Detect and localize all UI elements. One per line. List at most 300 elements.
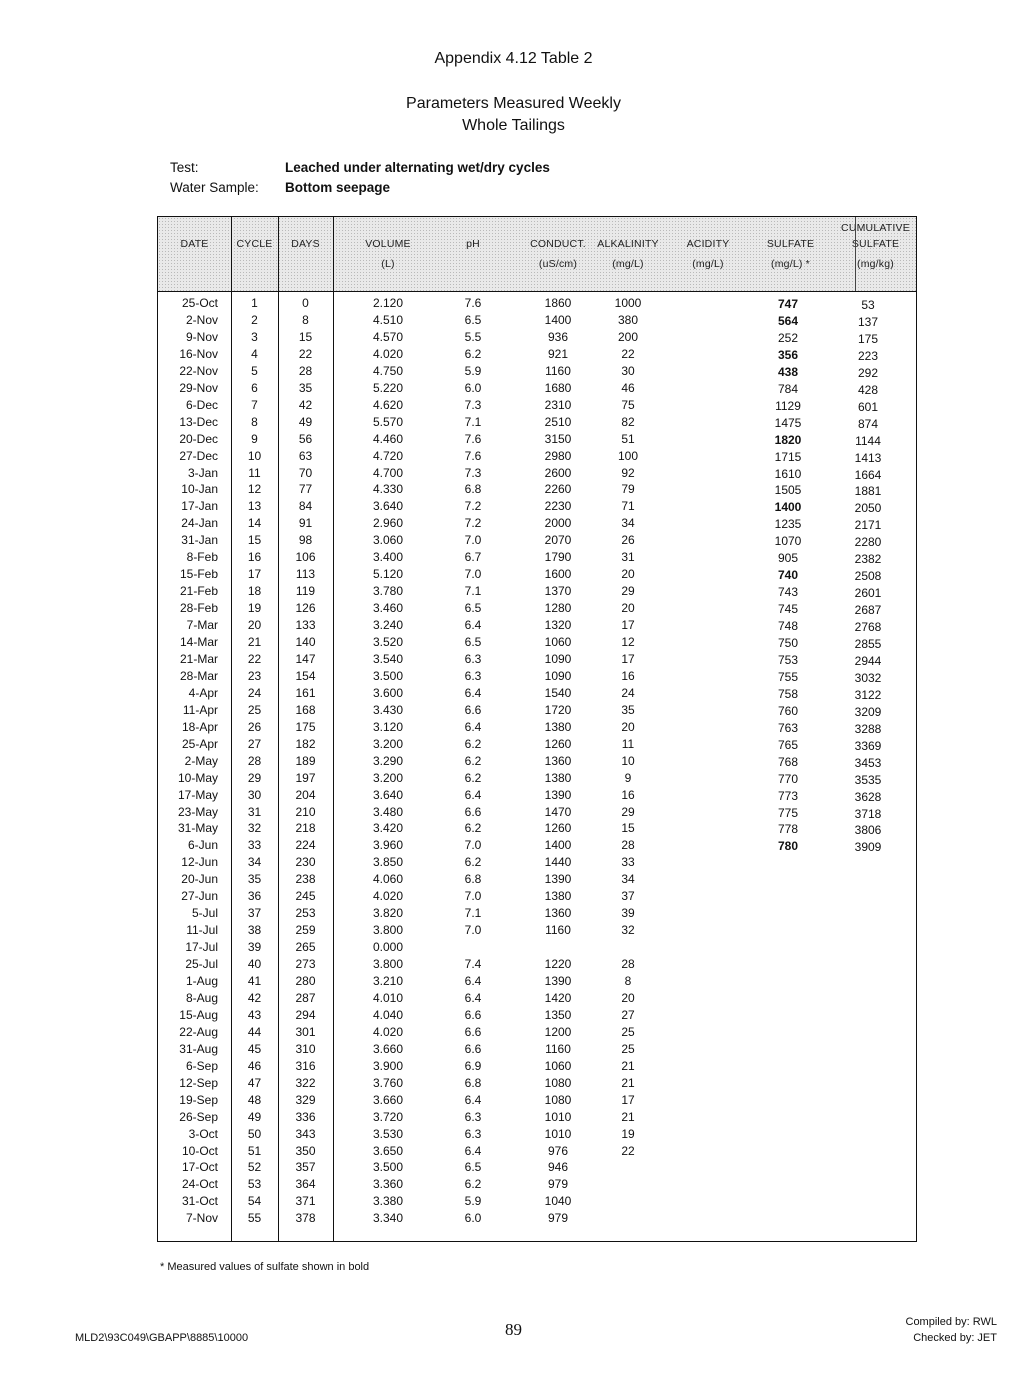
cell-ph: 6.4: [464, 974, 482, 988]
cell-date: 31-Aug: [179, 1041, 218, 1056]
cell-days: 310: [295, 1041, 316, 1056]
cell-cycle: 51: [247, 1143, 262, 1158]
table-row: [158, 1092, 916, 1109]
cell-days: 147: [295, 651, 316, 666]
cell-days: 28: [298, 363, 313, 378]
cell-days: 329: [295, 1092, 316, 1107]
cell-days: 371: [295, 1194, 316, 1209]
col-sulfate-header: SULFATE: [766, 238, 815, 250]
cell-cycle: 12: [247, 482, 262, 497]
cell-cumulative: 874: [857, 416, 879, 431]
cell-ph: 6.5: [464, 1160, 482, 1175]
table-row: [158, 414, 916, 431]
cell-cycle: 11: [248, 465, 261, 480]
cell-volume: 4.040: [372, 1007, 404, 1022]
cell-cumulative: 1664: [854, 467, 882, 482]
table-row: [158, 854, 916, 871]
cell-date: 29-Nov: [179, 380, 218, 395]
cell-cycle: 18: [247, 584, 262, 599]
cell-alkalinity: 21: [621, 1109, 635, 1124]
col-cumulative-unit: (mg/kg): [857, 258, 894, 270]
cell-ph: 7.4: [464, 957, 482, 972]
cell-volume: 3.200: [372, 770, 404, 785]
cell-volume: 4.020: [372, 346, 404, 361]
cell-days: 204: [295, 787, 316, 802]
cell-days: 161: [295, 685, 316, 700]
cell-days: 140: [295, 635, 316, 649]
cell-alkalinity: 29: [621, 804, 635, 819]
cell-ph: 6.4: [464, 719, 482, 734]
cell-date: 24-Jan: [181, 516, 218, 531]
cell-volume: 3.380: [372, 1194, 404, 1209]
cell-alkalinity: 21: [621, 1075, 635, 1090]
cell-alkalinity: 79: [621, 482, 635, 497]
cell-conduct: 979: [547, 1177, 569, 1192]
cell-conduct: 1260: [544, 821, 572, 836]
cell-date: 27-Jun: [181, 889, 218, 904]
col-date-header: DATE: [180, 238, 209, 250]
sample-label: Water Sample:: [170, 180, 259, 195]
cell-days: 113: [295, 567, 316, 582]
cell-conduct: 1010: [544, 1109, 572, 1124]
cell-cumulative: 2050: [854, 501, 882, 516]
cell-ph: 6.8: [464, 1075, 482, 1090]
cell-alkalinity: 20: [621, 990, 635, 1005]
cell-conduct: 2310: [544, 397, 572, 412]
table-row: [158, 973, 916, 990]
cell-cumulative: 3628: [854, 789, 882, 804]
cell-days: 154: [295, 668, 316, 683]
appendix-label: Appendix 4.12 Table 2: [434, 50, 593, 67]
cell-date: 21-Mar: [179, 651, 218, 666]
cell-cycle: 43: [247, 1007, 262, 1022]
cell-conduct: 1010: [544, 1126, 572, 1141]
cell-cycle: 32: [247, 821, 262, 836]
table-row: [158, 583, 916, 600]
cell-cumulative: 2171: [854, 518, 882, 533]
table-row: [158, 295, 916, 312]
cell-sulfate: 775: [777, 805, 799, 820]
cell-conduct: 1320: [544, 618, 572, 633]
cell-volume: 3.200: [372, 736, 404, 751]
cell-date: 16-Nov: [179, 346, 218, 361]
cell-volume: 4.570: [372, 329, 404, 344]
cell-alkalinity: 71: [621, 499, 635, 514]
page-title: Parameters Measured Weekly: [406, 95, 621, 112]
cell-cycle: 30: [247, 787, 262, 802]
cell-ph: 5.9: [464, 363, 482, 378]
cell-volume: 3.460: [372, 601, 404, 616]
cell-cycle: 53: [247, 1177, 262, 1192]
cell-cycle: 38: [247, 923, 262, 938]
cell-sulfate: 1820: [774, 432, 802, 447]
table-row: [158, 787, 916, 804]
cell-cycle: 26: [247, 719, 262, 734]
cell-alkalinity: 30: [621, 363, 635, 378]
cell-alkalinity: 28: [621, 957, 635, 972]
cell-cumulative: 1413: [854, 450, 882, 465]
cell-cycle: 19: [247, 601, 262, 616]
table-row: [158, 1041, 916, 1058]
cell-alkalinity: 8: [624, 974, 632, 988]
cell-volume: 3.060: [372, 533, 404, 548]
cell-conduct: 1860: [544, 296, 572, 310]
table-row: [158, 804, 916, 821]
cell-cycle: 47: [247, 1075, 262, 1090]
cell-date: 25-Oct: [181, 296, 218, 310]
table-row: [158, 481, 916, 498]
cell-alkalinity: 1000: [614, 296, 642, 310]
cell-days: 280: [295, 974, 316, 988]
cell-volume: 3.780: [372, 584, 404, 599]
cell-sulfate: 763: [777, 720, 799, 735]
cell-alkalinity: 20: [621, 719, 635, 734]
cell-alkalinity: 26: [621, 533, 635, 548]
cell-sulfate: 1070: [774, 534, 802, 549]
cell-sulfate: 773: [777, 788, 799, 803]
cell-days: 63: [298, 448, 313, 463]
cell-cycle: 45: [247, 1041, 262, 1056]
cell-volume: 3.800: [372, 957, 404, 972]
cell-days: 294: [295, 1007, 316, 1022]
cell-days: 265: [295, 940, 316, 955]
table-row: [158, 668, 916, 685]
cell-days: 133: [295, 618, 316, 633]
cell-ph: 6.5: [464, 312, 482, 327]
cell-cumulative: 3535: [854, 772, 882, 787]
cell-ph: 6.2: [464, 753, 482, 768]
cell-conduct: 2510: [544, 414, 572, 429]
cell-date: 13-Dec: [179, 414, 218, 429]
cell-ph: 7.3: [464, 465, 482, 480]
cell-volume: 4.020: [372, 889, 404, 904]
cell-days: 56: [298, 431, 313, 446]
cell-volume: 3.600: [372, 685, 404, 700]
cell-sulfate: 748: [777, 619, 799, 634]
cell-date: 14-Mar: [179, 635, 218, 649]
cell-date: 6-Sep: [185, 1058, 218, 1073]
cell-days: 336: [295, 1109, 316, 1124]
cell-days: 316: [295, 1058, 316, 1073]
cell-alkalinity: 37: [621, 889, 635, 904]
cell-conduct: 976: [547, 1143, 569, 1158]
cell-conduct: 921: [547, 346, 569, 361]
cell-alkalinity: 32: [621, 923, 635, 938]
cell-days: 77: [298, 482, 313, 497]
cell-date: 22-Nov: [179, 363, 218, 378]
cell-alkalinity: 34: [621, 872, 635, 887]
cell-sulfate: 778: [777, 822, 799, 837]
cell-cycle: 3: [251, 329, 258, 344]
cell-conduct: 1080: [544, 1092, 572, 1107]
cell-conduct: 2260: [544, 482, 572, 497]
cell-conduct: 1090: [544, 651, 572, 666]
table-row: [158, 1075, 916, 1092]
cell-cumulative: 137: [857, 314, 879, 329]
col-sulfate-unit: (mg/L) *: [771, 258, 810, 270]
cell-volume: 3.420: [372, 821, 404, 836]
cell-cumulative: 53: [861, 298, 875, 312]
cell-cumulative: 3369: [854, 738, 882, 753]
cell-days: 253: [295, 906, 316, 921]
cell-cycle: 21: [247, 635, 262, 649]
cell-cumulative: 2508: [854, 569, 882, 584]
table-header: [158, 217, 916, 292]
cell-conduct: 1160: [545, 363, 571, 378]
cell-volume: 3.640: [372, 499, 404, 514]
cell-volume: 3.900: [372, 1058, 404, 1073]
cell-volume: 3.290: [372, 753, 404, 768]
table-row: [158, 770, 916, 787]
cell-days: 287: [295, 990, 316, 1005]
cell-cycle: 29: [247, 770, 262, 785]
cell-days: 378: [295, 1211, 316, 1226]
table-row: [158, 566, 916, 583]
cell-ph: 6.4: [464, 618, 482, 633]
cell-conduct: 1360: [544, 753, 572, 768]
cell-volume: 3.540: [372, 651, 404, 666]
cell-date: 11-Apr: [182, 702, 218, 717]
cell-date: 8-Aug: [185, 990, 218, 1005]
cell-conduct: 1090: [544, 668, 572, 683]
cell-ph: 7.6: [464, 296, 482, 310]
cell-cumulative: 1144: [855, 433, 881, 448]
cell-volume: 4.330: [372, 482, 404, 497]
cell-date: 25-Jul: [185, 957, 218, 972]
cell-days: 8: [302, 312, 309, 327]
cell-sulfate: 768: [777, 754, 799, 769]
cell-conduct: 1160: [545, 923, 571, 938]
cell-ph: 6.3: [464, 651, 482, 666]
cell-alkalinity: 20: [621, 601, 635, 616]
cell-ph: 6.4: [464, 1092, 482, 1107]
cell-sulfate: 1505: [774, 483, 802, 498]
cell-cumulative: 2382: [854, 552, 882, 567]
cell-conduct: 1160: [545, 1041, 571, 1056]
cell-cycle: 24: [247, 685, 262, 700]
table-row: [158, 888, 916, 905]
cell-date: 26-Sep: [179, 1109, 218, 1124]
cell-date: 10-Oct: [181, 1143, 218, 1158]
cell-alkalinity: 29: [621, 584, 635, 599]
cell-volume: 5.120: [372, 567, 404, 582]
cell-date: 3-Oct: [188, 1126, 218, 1141]
page-number: 89: [505, 1320, 522, 1339]
cell-alkalinity: 28: [621, 838, 635, 853]
cell-conduct: 1220: [544, 957, 572, 972]
cell-cycle: 28: [247, 753, 262, 768]
cell-conduct: 1420: [544, 990, 572, 1005]
cell-days: 126: [295, 601, 316, 616]
cell-conduct: 1060: [544, 1058, 572, 1073]
cell-days: 218: [295, 821, 316, 836]
cell-cycle: 27: [247, 736, 262, 751]
cell-days: 49: [298, 414, 313, 429]
cell-conduct: 1470: [544, 804, 572, 819]
cell-alkalinity: 31: [621, 550, 635, 565]
cell-volume: 4.060: [372, 872, 404, 887]
column-divider: [855, 217, 856, 291]
cell-cycle: 20: [247, 618, 262, 633]
table-row: [158, 753, 916, 770]
cell-cumulative: 3718: [854, 806, 882, 821]
cell-date: 22-Aug: [179, 1024, 218, 1039]
cell-volume: 3.760: [372, 1075, 404, 1090]
cell-days: 357: [295, 1160, 316, 1175]
cell-date: 20-Jun: [181, 872, 218, 887]
cell-conduct: 1260: [544, 736, 572, 751]
cell-cycle: 40: [247, 957, 262, 972]
cell-volume: 3.240: [372, 618, 404, 633]
sample-value: Bottom seepage: [285, 180, 391, 195]
cell-sulfate: 252: [777, 330, 799, 345]
cell-date: 15-Feb: [179, 567, 218, 582]
cell-alkalinity: 15: [621, 821, 635, 836]
cell-volume: 3.430: [372, 702, 404, 717]
cell-conduct: 1390: [544, 872, 572, 887]
cell-sulfate: 745: [777, 602, 799, 617]
cell-volume: 3.400: [372, 550, 404, 565]
cell-days: 0: [302, 296, 309, 310]
table-row: [158, 431, 916, 448]
cell-cycle: 48: [247, 1092, 262, 1107]
cell-date: 8-Feb: [186, 550, 218, 565]
table-row: [158, 1109, 916, 1126]
cell-alkalinity: 100: [617, 448, 639, 463]
table-row: [158, 702, 916, 719]
cell-days: 301: [295, 1024, 316, 1039]
cell-ph: 7.1: [464, 584, 482, 599]
cell-days: 197: [295, 770, 316, 785]
cell-ph: 6.8: [464, 482, 482, 497]
cell-alkalinity: 10: [621, 753, 635, 768]
cell-ph: 7.1: [464, 414, 482, 429]
cell-sulfate: 564: [777, 313, 799, 328]
cell-volume: 3.720: [372, 1109, 404, 1124]
cell-volume: 4.510: [372, 312, 404, 327]
page-subtitle: Whole Tailings: [462, 117, 565, 134]
cell-alkalinity: 16: [621, 787, 635, 802]
cell-sulfate: 1475: [774, 415, 802, 430]
cell-alkalinity: 33: [621, 855, 635, 870]
cell-cycle: 13: [247, 499, 262, 514]
cell-date: 17-Oct: [181, 1160, 218, 1175]
col-cumulative-header-2: SULFATE: [851, 238, 900, 250]
cell-ph: 7.0: [464, 889, 482, 904]
cell-cumulative: 175: [857, 331, 879, 346]
cell-cycle: 34: [247, 855, 262, 870]
col-volume-header: VOLUME: [365, 238, 411, 250]
cell-date: 7-Nov: [185, 1211, 218, 1226]
cell-date: 19-Sep: [179, 1092, 218, 1107]
cell-ph: 6.0: [464, 1211, 482, 1226]
cell-days: 350: [295, 1143, 316, 1158]
cell-sulfate: 1610: [774, 466, 802, 481]
cell-ph: 6.3: [464, 668, 482, 683]
cell-conduct: 3150: [544, 431, 572, 446]
cell-days: 189: [295, 753, 316, 768]
cell-cumulative: 3453: [854, 755, 882, 770]
cell-ph: 7.2: [464, 499, 482, 514]
cell-ph: 7.0: [464, 567, 482, 582]
cell-alkalinity: 17: [621, 1092, 635, 1107]
cell-cycle: 46: [247, 1058, 262, 1073]
cell-cycle: 16: [247, 550, 262, 565]
cell-cycle: 2: [251, 312, 258, 327]
cell-cycle: 52: [247, 1160, 262, 1175]
table-row: [158, 685, 916, 702]
table-row: [158, 651, 916, 668]
cell-volume: 4.720: [372, 448, 404, 463]
cell-cycle: 31: [247, 804, 262, 819]
cell-days: 343: [295, 1126, 316, 1141]
table-row: [158, 905, 916, 922]
cell-cumulative: 601: [857, 399, 879, 414]
cell-conduct: 1060: [544, 635, 572, 649]
table-row: [158, 820, 916, 837]
cell-cycle: 37: [247, 906, 262, 921]
cell-alkalinity: 35: [621, 702, 635, 717]
cell-alkalinity: 22: [621, 1143, 635, 1158]
cell-cycle: 6: [251, 380, 258, 395]
table-row: [158, 346, 916, 363]
cell-conduct: 1400: [544, 838, 572, 853]
cell-cycle: 50: [247, 1126, 262, 1141]
table-row: [158, 1007, 916, 1024]
cell-date: 31-Jan: [181, 533, 218, 548]
cell-conduct: 1400: [544, 312, 572, 327]
cell-ph: 6.7: [464, 550, 482, 565]
table-row: [158, 1159, 916, 1176]
cell-sulfate: 747: [777, 297, 799, 311]
cell-ph: 6.4: [464, 685, 482, 700]
cell-volume: 2.960: [372, 516, 404, 531]
cell-cumulative: 2687: [854, 603, 882, 618]
cell-conduct: 2000: [544, 516, 572, 531]
table-row: [158, 329, 916, 346]
cell-conduct: 1600: [544, 567, 572, 582]
table-row: [158, 922, 916, 939]
cell-cumulative: 2855: [854, 637, 882, 651]
cell-ph: 6.4: [464, 1143, 482, 1158]
cell-cumulative: 2768: [854, 620, 882, 635]
cell-sulfate: 905: [777, 551, 799, 566]
cell-sulfate: 784: [777, 381, 799, 396]
cell-conduct: 946: [547, 1160, 569, 1175]
cell-ph: 6.2: [464, 346, 482, 361]
cell-conduct: 1200: [544, 1024, 572, 1039]
cell-date: 1-Aug: [185, 974, 218, 988]
cell-alkalinity: 25: [621, 1024, 635, 1039]
cell-days: 15: [298, 329, 313, 344]
cell-sulfate: 1400: [774, 500, 802, 515]
cell-sulfate: 750: [777, 636, 799, 650]
cell-alkalinity: 9: [624, 770, 632, 785]
cell-volume: 3.120: [372, 719, 404, 734]
cell-days: 238: [295, 872, 316, 887]
cell-sulfate: 780: [777, 839, 799, 854]
cell-date: 12-Sep: [179, 1075, 218, 1090]
cell-ph: 7.0: [464, 533, 482, 548]
cell-alkalinity: 25: [621, 1041, 635, 1056]
cell-alkalinity: 39: [621, 906, 635, 921]
cell-ph: 6.5: [464, 635, 482, 649]
cell-volume: 5.220: [372, 380, 404, 395]
cell-date: 10-May: [177, 770, 218, 785]
cell-ph: 6.4: [464, 787, 482, 802]
cell-alkalinity: 34: [621, 516, 635, 531]
cell-ph: 7.6: [464, 431, 482, 446]
